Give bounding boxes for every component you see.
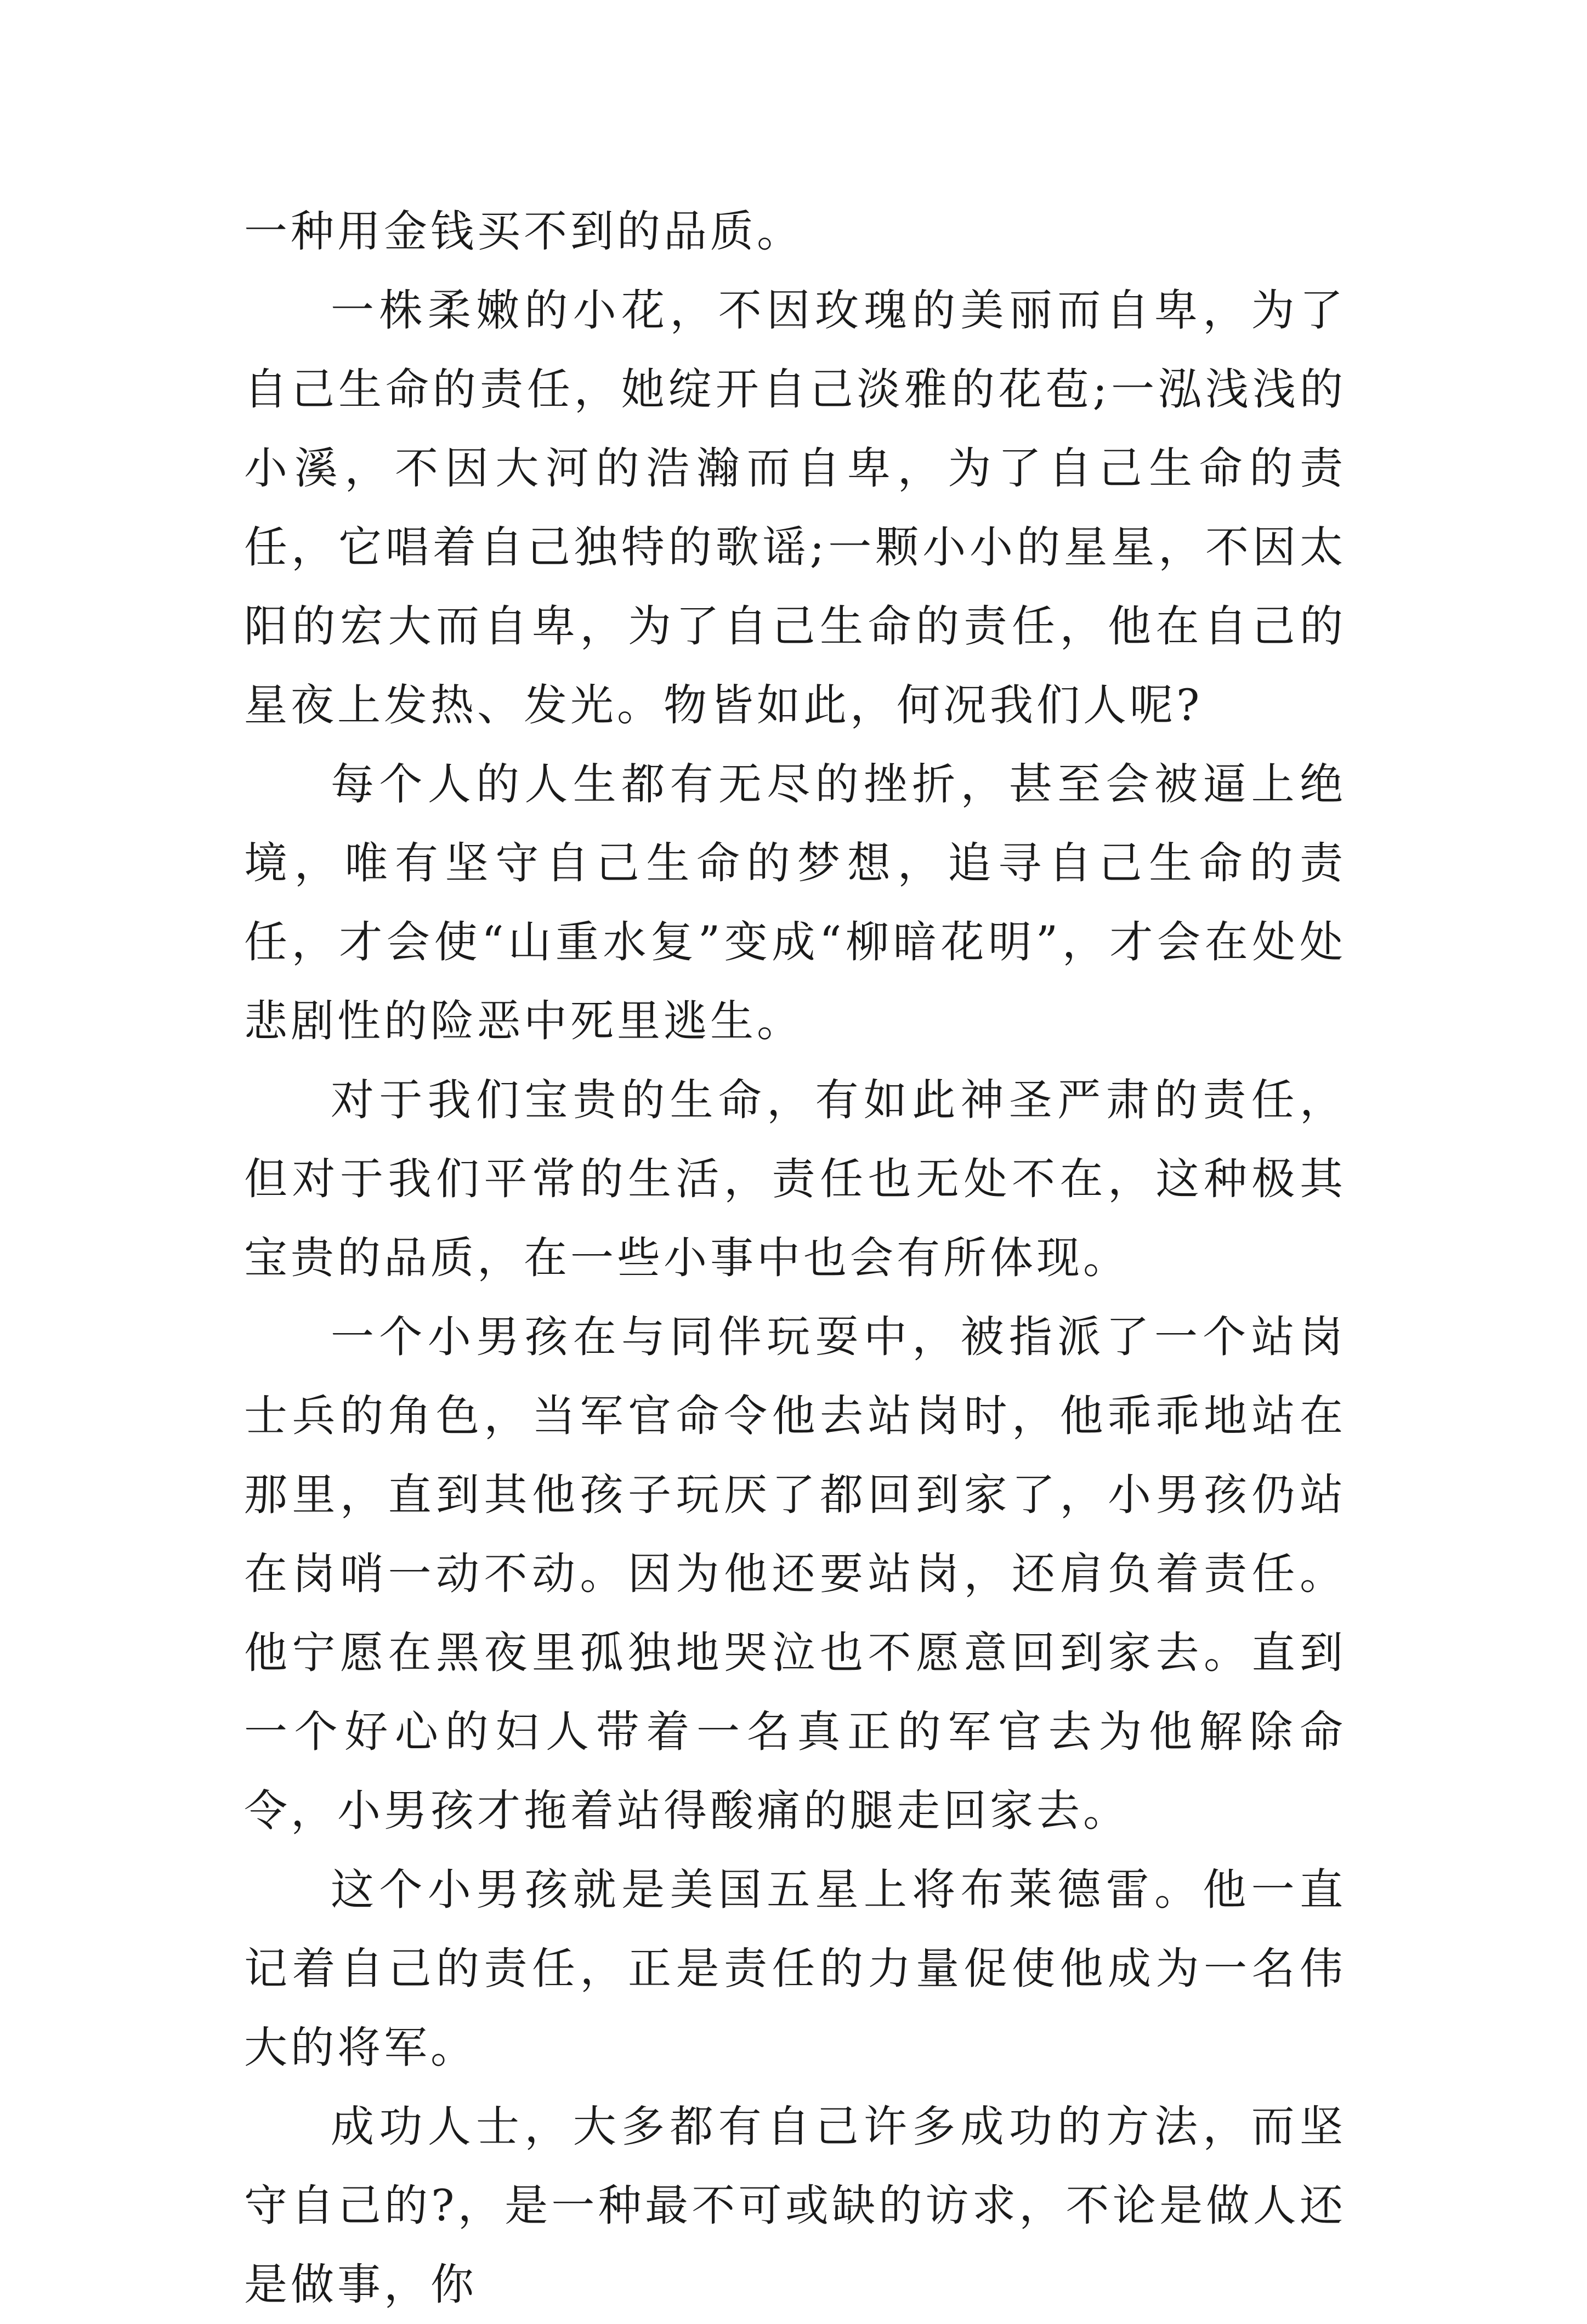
paragraph-success: 成功人士，大多都有自己许多成功的方法，而坚守自己的?，是一种最不可或缺的访求，不论是做人还是做事，你 [244,2101,1346,2310]
paragraph-bradley: 这个小男孩就是美国五星上将布莱德雷。他一直记着自己的责任，正是责任的力量促使他成为一名伟大的将军。 [244,1864,1346,2073]
paragraph-continuation: 一种用金钱买不到的品质。 [244,206,803,257]
paragraph-flower-stream-star: 一株柔嫩的小花，不因玫瑰的美丽而自卑，为了自己生命的责任，她绽开自己淡雅的花苞;一泓浅浅的小溪，不因大河的浩瀚而自卑，为了自己生命的责任，它唱着自己独特的歌谣;一颗小小的星星，不因太阳的宏大而自卑，为了自己生命的责任，他在自己的星夜上发热、发光。物皆如此，何况我们人呢? [244,285,1346,730]
paragraph-setbacks: 每个人的人生都有无尽的挫折，甚至会被逼上绝境，唯有坚守自己生命的梦想，追寻自己生命的责任，才会使“山重水复”变成“柳暗花明”，才会在处处悲剧性的险恶中死里逃生。 [244,759,1346,1046]
paragraph-daily-responsibility: 对于我们宝贵的生命，有如此神圣严肃的责任，但对于我们平常的生活，责任也无处不在，这种极其宝贵的品质，在一些小事中也会有所体现。 [244,1075,1346,1283]
paragraph-boy-sentry: 一个小男孩在与同伴玩耍中，被指派了一个站岗士兵的角色，当军官命令他去站岗时，他乖乖地站在那里，直到其他孩子玩厌了都回到家了，小男孩仍站在岗哨一动不动。因为他还要站岗，还肩负着责任。他宁愿在黑夜里孤独地哭泣也不愿意回到家去。直到一个好心的妇人带着一名真正的军官去为他解除命令，小男孩才拖着站得酸痛的腿走回家去。 [244,1312,1346,1836]
document-body [244,192,1346,2324]
